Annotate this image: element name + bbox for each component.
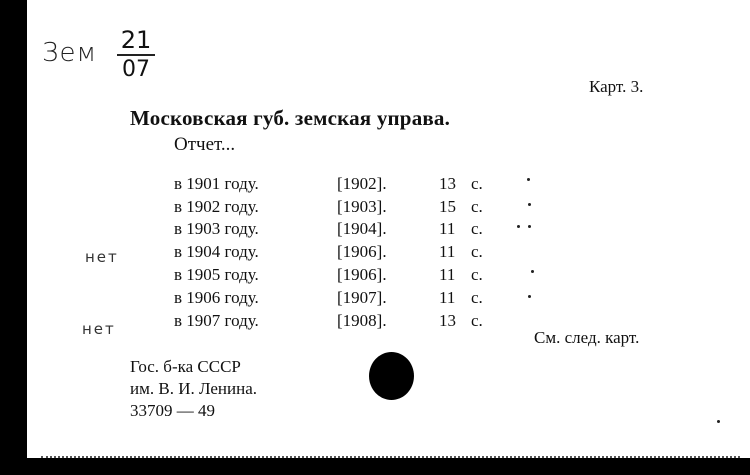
speck-mark [528, 295, 531, 298]
entry-pages: 11 [439, 242, 456, 261]
entry-published: [1906]. [337, 265, 387, 284]
entry-unit: с. [471, 174, 483, 193]
shelfmark-numerator: 21 [120, 26, 152, 54]
entry-pages: 11 [439, 288, 456, 307]
entry-published: [1907]. [337, 288, 387, 307]
entry-published: [1904]. [337, 219, 387, 238]
speck-mark [527, 178, 530, 181]
entry-year: в 1901 году. [174, 174, 259, 193]
entry-year: в 1903 году. [174, 219, 259, 238]
entry-unit: с. [471, 219, 483, 238]
speck-mark [528, 225, 531, 228]
entry-published: [1903]. [337, 197, 387, 216]
entry-row [27, 242, 727, 264]
entry-row [27, 265, 727, 287]
speck-mark [531, 270, 534, 273]
entry-unit: с. [471, 197, 483, 216]
see-next-card: См. след. карт. [534, 328, 640, 347]
entry-pages: 11 [439, 265, 456, 284]
entry-row [27, 197, 727, 219]
entry-published: [1902]. [337, 174, 387, 193]
shelfmark-fraction [117, 27, 155, 82]
library-stamp [130, 356, 257, 422]
entry-pages: 11 [439, 219, 456, 238]
speck-mark [517, 225, 520, 228]
shelfmark-prefix: Зем [42, 38, 98, 68]
entry-pages: 13 [439, 311, 456, 330]
entry-year: в 1906 году. [174, 288, 259, 307]
fraction-bar [117, 54, 155, 56]
card-heading: Московская губ. земская управа. [130, 106, 451, 130]
entry-pages: 15 [439, 197, 456, 216]
entry-unit: с. [471, 311, 483, 330]
entry-unit: с. [471, 265, 483, 284]
card-number: Карт. 3. [589, 77, 644, 96]
entry-pages: 13 [439, 174, 456, 193]
entry-year: в 1902 году. [174, 197, 259, 216]
entry-row [27, 174, 727, 196]
entry-unit: с. [471, 242, 483, 261]
speck-mark [528, 203, 531, 206]
entry-row [27, 219, 727, 241]
stamp-line: Гос. б-ка СССР [130, 357, 241, 376]
handwritten-note-missing: нет [85, 248, 119, 266]
entry-row [27, 288, 727, 310]
stamp-line: 33709 — 49 [130, 401, 215, 420]
handwritten-note-missing: нет [82, 320, 116, 338]
card-subheading: Отчет... [174, 134, 236, 155]
catalog-card [27, 0, 750, 458]
entry-published: [1908]. [337, 311, 387, 330]
punch-hole [369, 352, 414, 400]
speck-mark [717, 420, 720, 423]
entry-unit: с. [471, 288, 483, 307]
entry-year: в 1905 году. [174, 265, 259, 284]
shelfmark-denominator: 07 [122, 57, 150, 82]
stamp-line: им. В. И. Ленина. [130, 379, 258, 398]
entry-published: [1906]. [337, 242, 387, 261]
entry-year: в 1904 году. [174, 242, 259, 261]
entry-year: в 1907 году. [174, 311, 259, 330]
